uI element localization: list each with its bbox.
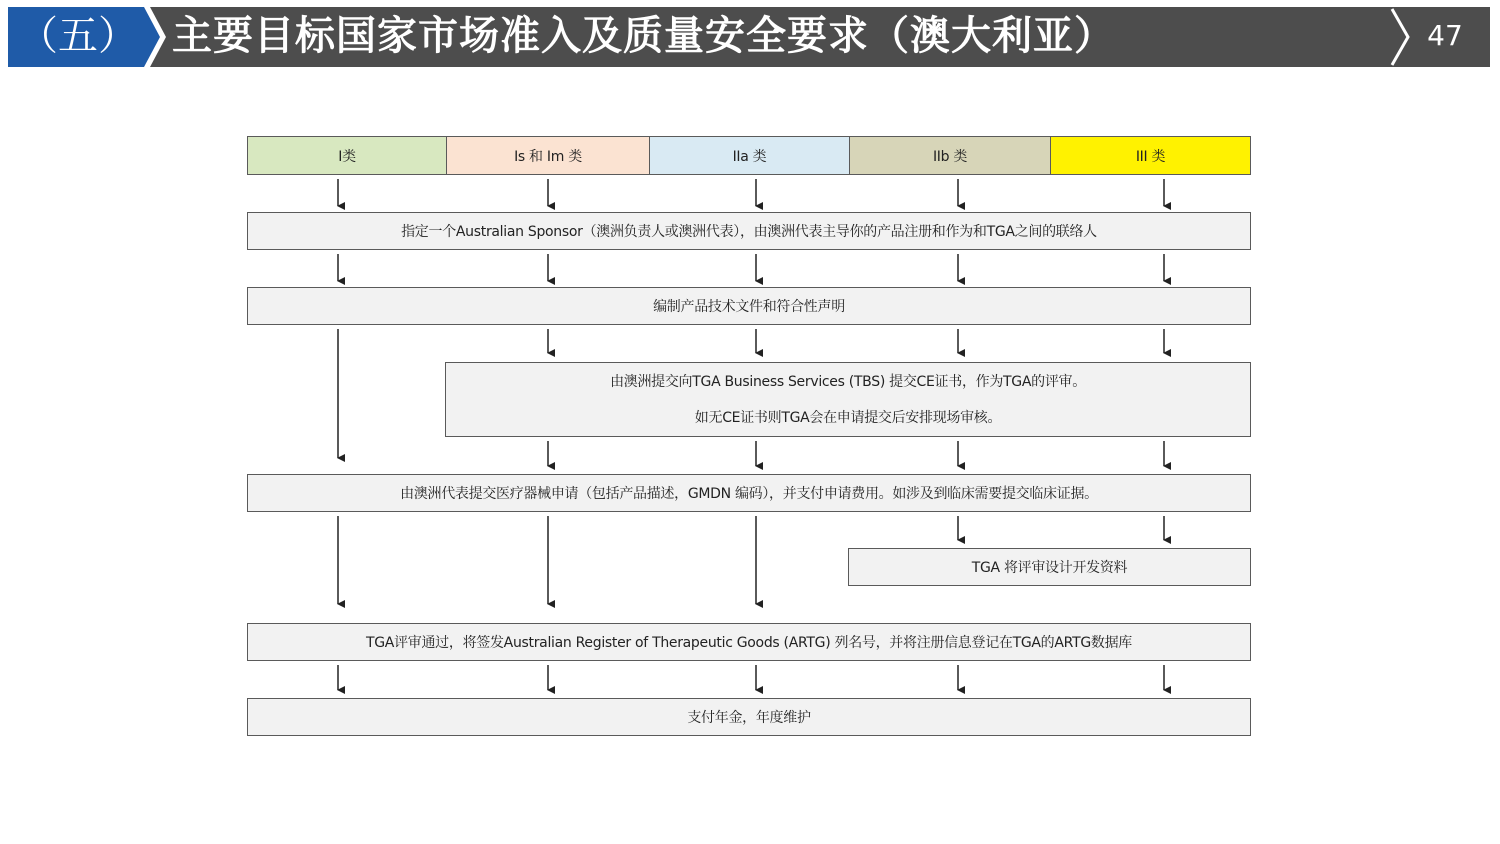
step-annual-fee: 支付年金，年度维护 <box>247 698 1251 736</box>
category-class-i: I类 <box>247 136 447 175</box>
step-ce-submission <box>445 362 1251 437</box>
step-technical-file: 编制产品技术文件和符合性声明 <box>247 287 1251 325</box>
step-design-review: TGA 将评审设计开发资料 <box>848 548 1251 586</box>
category-class-is-im: Is 和 Im 类 <box>446 136 650 175</box>
slide-title: 主要目标国家市场准入及质量安全要求（澳大利亚） <box>172 13 1115 59</box>
ce-submission-line-1: 由澳洲提交向TGA Business Services (TBS) 提交CE证书，作为TGA的评审。 <box>610 373 1086 390</box>
category-class-iib: IIb 类 <box>849 136 1051 175</box>
category-class-iia: IIa 类 <box>649 136 850 175</box>
page-number: 47 <box>1427 19 1463 52</box>
section-number: （五） <box>18 13 138 59</box>
category-class-iii: III 类 <box>1050 136 1251 175</box>
step-artg-listing: TGA评审通过，将签发Australian Register of Therapeutic Goods (ARTG) 列名号，并将注册信息登记在TGA的ARTG数据库 <box>247 623 1251 661</box>
step-appoint-sponsor: 指定一个Australian Sponsor（澳洲负责人或澳洲代表），由澳洲代表主导你的产品注册和作为和TGA之间的联络人 <box>247 212 1251 250</box>
ce-submission-line-2: 如无CE证书则TGA会在申请提交后安排现场审核。 <box>694 409 1002 426</box>
step-device-application: 由澳洲代表提交医疗器械申请（包括产品描述，GMDN 编码），并支付申请费用。如涉及到临床需要提交临床证据。 <box>247 474 1251 512</box>
